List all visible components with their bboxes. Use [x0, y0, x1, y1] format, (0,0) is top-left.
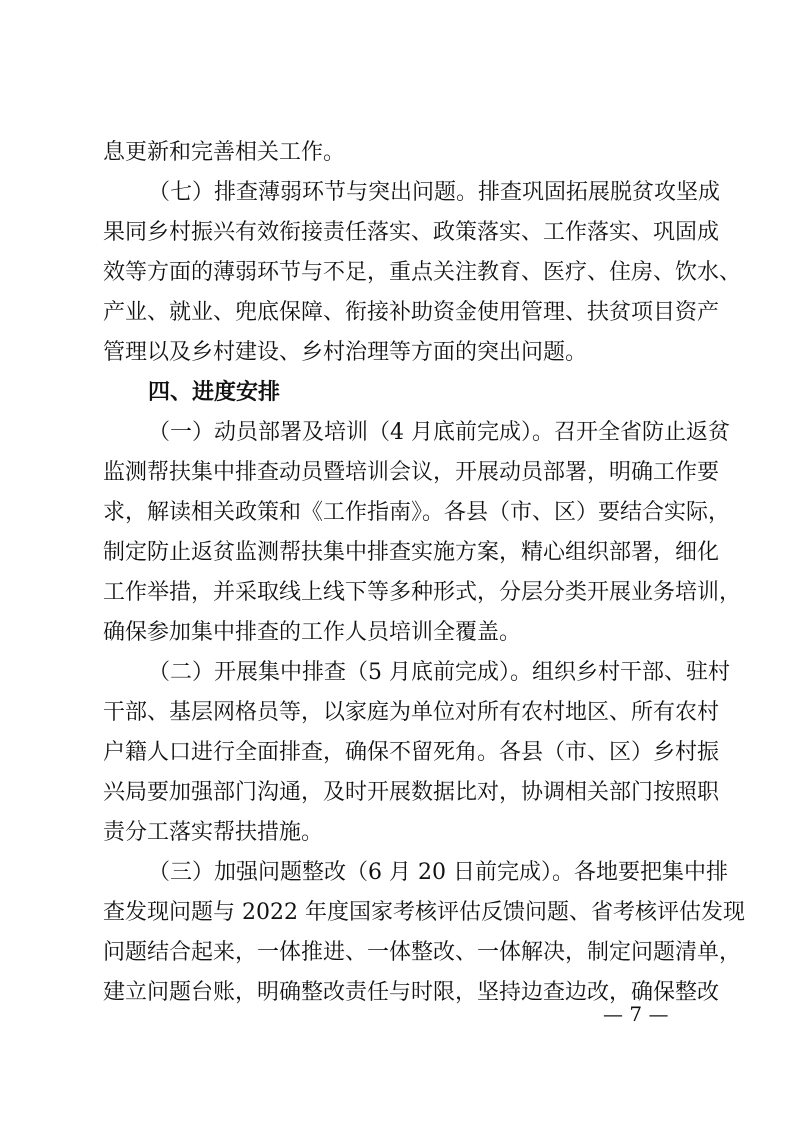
paragraph-2-heading: （二）开展集中排查（5 月底前完成）。 [148, 660, 532, 685]
body-text-line: 干部、基层网格员等，以家庭为单位对所有农村地区、所有农村 [103, 700, 720, 725]
paragraph-2-first-line [148, 658, 731, 688]
body-text-line: 求，解读相关政策和《工作指南》。各县（市、区）要结合实际， [103, 500, 731, 525]
body-text-line: 效等方面的薄弱环节与不足，重点关注教育、医疗、住房、饮水、 [103, 260, 742, 285]
body-text-line: 监测帮扶集中排查动员暨培训会议，开展动员部署，明确工作要 [103, 460, 720, 485]
body-text-segment: 组织乡村干部、驻村 [532, 660, 731, 685]
body-text-line: 产业、就业、兜底保障、衔接补助资金使用管理、扶贫项目资产 [103, 300, 720, 325]
body-text-line: 责分工落实帮扶措施。 [103, 820, 324, 845]
body-text-line: 管理以及乡村建设、乡村治理等方面的突出问题。 [103, 340, 588, 365]
body-text-line: 建立问题台账，明确整改责任与时限，坚持边查边改，确保整改 [103, 980, 720, 1005]
section-heading: 四、进度安排 [148, 380, 281, 405]
paragraph-7-heading: （七）排查薄弱环节与突出问题。 [148, 180, 479, 205]
body-text-line: 查发现问题与 2022 年度国家考核评估反馈问题、省考核评估发现 [103, 900, 745, 925]
paragraph-1-heading: （一）动员部署及培训（4 月底前完成）。 [148, 420, 554, 445]
page-number: — 7 — [603, 1002, 669, 1026]
body-text-line: 制定防止返贫监测帮扶集中排查实施方案，精心组织部署，细化 [103, 540, 720, 565]
body-text-line: 兴局要加强部门沟通，及时开展数据比对，协调相关部门按照职 [103, 780, 720, 805]
body-text-line: 问题结合起来，一体推进、一体整改、一体解决，制定问题清单， [103, 940, 742, 965]
paragraph-3-heading: （三）加强问题整改（6 月 20 日前完成）。 [148, 860, 574, 885]
paragraph-1-first-line [148, 418, 731, 448]
paragraph-7-first-line [148, 178, 721, 208]
body-text-line: 果同乡村振兴有效衔接责任落实、政策落实、工作落实、巩固成 [103, 220, 720, 245]
body-text-line: 息更新和完善相关工作。 [103, 140, 346, 165]
paragraph-3-first-line [148, 858, 728, 888]
body-text-line: 确保参加集中排查的工作人员培训全覆盖。 [103, 620, 522, 645]
body-text-line: 工作举措，并采取线上线下等多种形式，分层分类开展业务培训， [103, 580, 742, 605]
body-text-segment: 召开全省防止返贫 [554, 420, 731, 445]
body-text-segment: 各地要把集中排 [573, 860, 728, 885]
body-text-segment: 排查巩固拓展脱贫攻坚成 [478, 180, 721, 205]
body-text-line: 户籍人口进行全面排查，确保不留死角。各县（市、区）乡村振 [103, 740, 720, 765]
